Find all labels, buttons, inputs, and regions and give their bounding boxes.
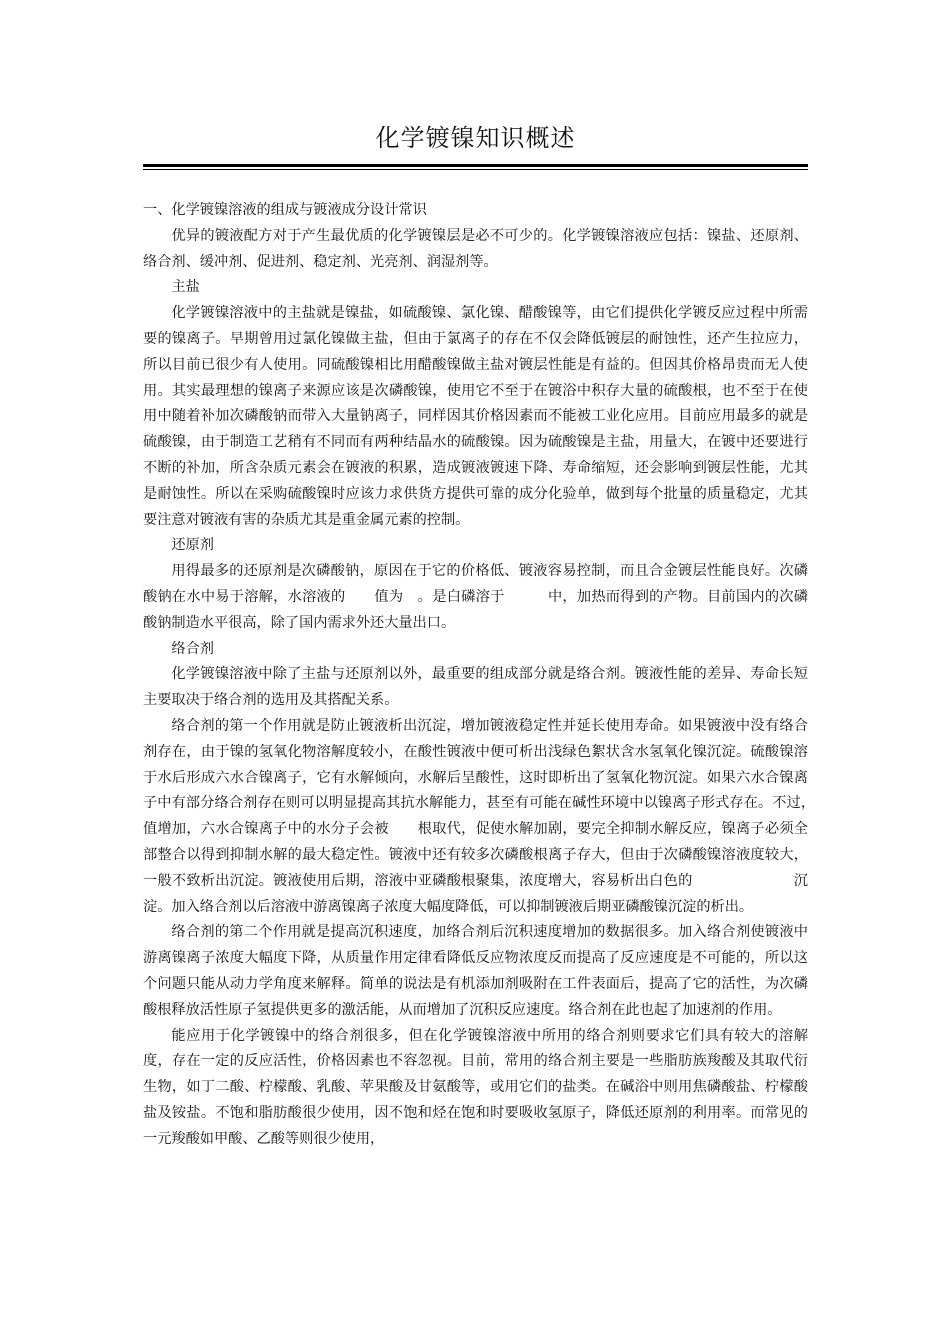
subheading-reducer: 还原剂 [171, 537, 214, 554]
subheading-main-salt: 主盐 [171, 279, 200, 296]
page-title: 化学镀镍知识概述 [375, 124, 576, 152]
complexing-paragraph-2: 络合剂的第一个作用就是防止镀液析出沉淀，增加镀液稳定性并延长使用寿命。如果镀液中没有络合剂存在，由于镍的氢氧化物溶解度较小，在酸性镀液中便可析出浅绿色絮状含水氢氧化镍沉淀。硫酸镍溶于水后形成六水合镍离子，它有水解倾向，水解后呈酸性，这时即析出了氢氧化物沉淀。如果六水合镍离子中有部分络合剂存在则可以明显提高其抗水解能力，甚至有可能在碱性环境中以镍离子形式存在。不过， 值增加，六水合镍离子中的水分子会被 根取代，促使水解加剧，要完全抑制水解反应，镍离子必须全部整合以得到抑制水解的最大稳定性。镀液中还有较多次磷酸根离子存大，但由于次磷酸镍溶液度较大，一般不致析出沉淀。镀液使用后期，溶液中亚磷酸根聚集，浓度增大，容易析出白色的 沉淀。加入络合剂以后溶液中游离镍离子浓度大幅度降低，可以抑制镀液后期亚磷酸镍沉淀的析出。 [143, 717, 837, 915]
complexing-paragraph-3: 络合剂的第二个作用就是提高沉积速度，加络合剂后沉积速度增加的数据很多。加入络合剂使镀液中游离镍离子浓度大幅度下降，从质量作用定律看降低反应物浓度反而提高了反应速度是不可能的，所以这个问题只能从动力学角度来解释。简单的说法是有机添加剂吸附在工件表面后，提高了它的活性，为次磷酸根释放活性原子氢提供更多的激活能，从而增加了沉积反应速度。络合剂在此也起了加速剂的作用。 [143, 924, 808, 1018]
subheading-complexing-agent: 络合剂 [171, 640, 214, 657]
section-heading: 一、化学镀镍溶液的组成与镀液成分设计常识 [143, 202, 427, 218]
reducer-paragraph: 用得最多的还原剂是次磷酸钠，原因在于它的价格低、镀液容易控制，而且合金镀层性能良好。次磷酸钠在水中易于溶解，水溶液的 值为 。是白磷溶于 中，加热而得到的产物。目前国内的次磷酸钠制造水平很高，除了国内需求外还大量出口。 [143, 563, 808, 631]
document-body [143, 198, 837, 1152]
title-rule-thick [143, 164, 808, 167]
complexing-paragraph-4: 能应用于化学镀镍中的络合剂很多，但在化学镀镍溶液中所用的络合剂则要求它们具有较大的溶解度，存在一定的反应活性，价格因素也不容忽视。目前，常用的络合剂主要是一些脂肪族羧酸及其取代衍生物，如丁二酸、柠檬酸、乳酸、苹果酸及甘氨酸等，或用它们的盐类。在碱浴中则用焦磷酸盐、柠檬酸盐及铵盐。不饱和脂肪酸很少使用，因不饱和烃在饱和时要吸收氢原子，降低还原剂的利用率。而常见的一元羧酸如甲酸、乙酸等则很少使用， [143, 1027, 808, 1147]
title-rule-thin [143, 169, 808, 170]
intro-paragraph: 优异的镀液配方对于产生最优质的化学镀镍层是必不可少的。化学镀镍溶液应包括：镍盐、还原剂、络合剂、缓冲剂、促进剂、稳定剂、光亮剂、润湿剂等。 [143, 227, 808, 270]
complexing-paragraph-1: 化学镀镍溶液中除了主盐与还原剂以外，最重要的组成部分就是络合剂。镀液性能的差异、寿命长短主要取决于络合剂的选用及其搭配关系。 [143, 666, 808, 709]
main-salt-paragraph: 化学镀镍溶液中的主盐就是镍盐，如硫酸镍、氯化镍、醋酸镍等，由它们提供化学镀反应过程中所需要的镍离子。早期曾用过氯化镍做主盐，但由于氯离子的存在不仅会降低镀层的耐蚀性，还产生拉应力，所以目前已很少有人使用。同硫酸镍相比用醋酸镍做主盐对镀层性能是有益的。但因其价格昂贵而无人使用。其实最理想的镍离子来源应该是次磷酸镍，使用它不至于在镀浴中积存大量的硫酸根，也不至于在使用中随着补加次磷酸钠而带入大量钠离子，同样因其价格因素而不能被工业化应用。目前应用最多的就是硫酸镍，由于制造工艺稍有不同而有两种结晶水的硫酸镍。因为硫酸镍是主盐，用量大，在镀中还要进行不断的补加，所含杂质元素会在镀液的积累，造成镀液镀速下降、寿命缩短，还会影响到镀层性能，尤其是耐蚀性。所以在采购硫酸镍时应该力求供货方提供可靠的成分化验单，做到每个批量的质量稳定，尤其要注意对镀液有害的杂质尤其是重金属元素的控制。 [143, 305, 808, 528]
